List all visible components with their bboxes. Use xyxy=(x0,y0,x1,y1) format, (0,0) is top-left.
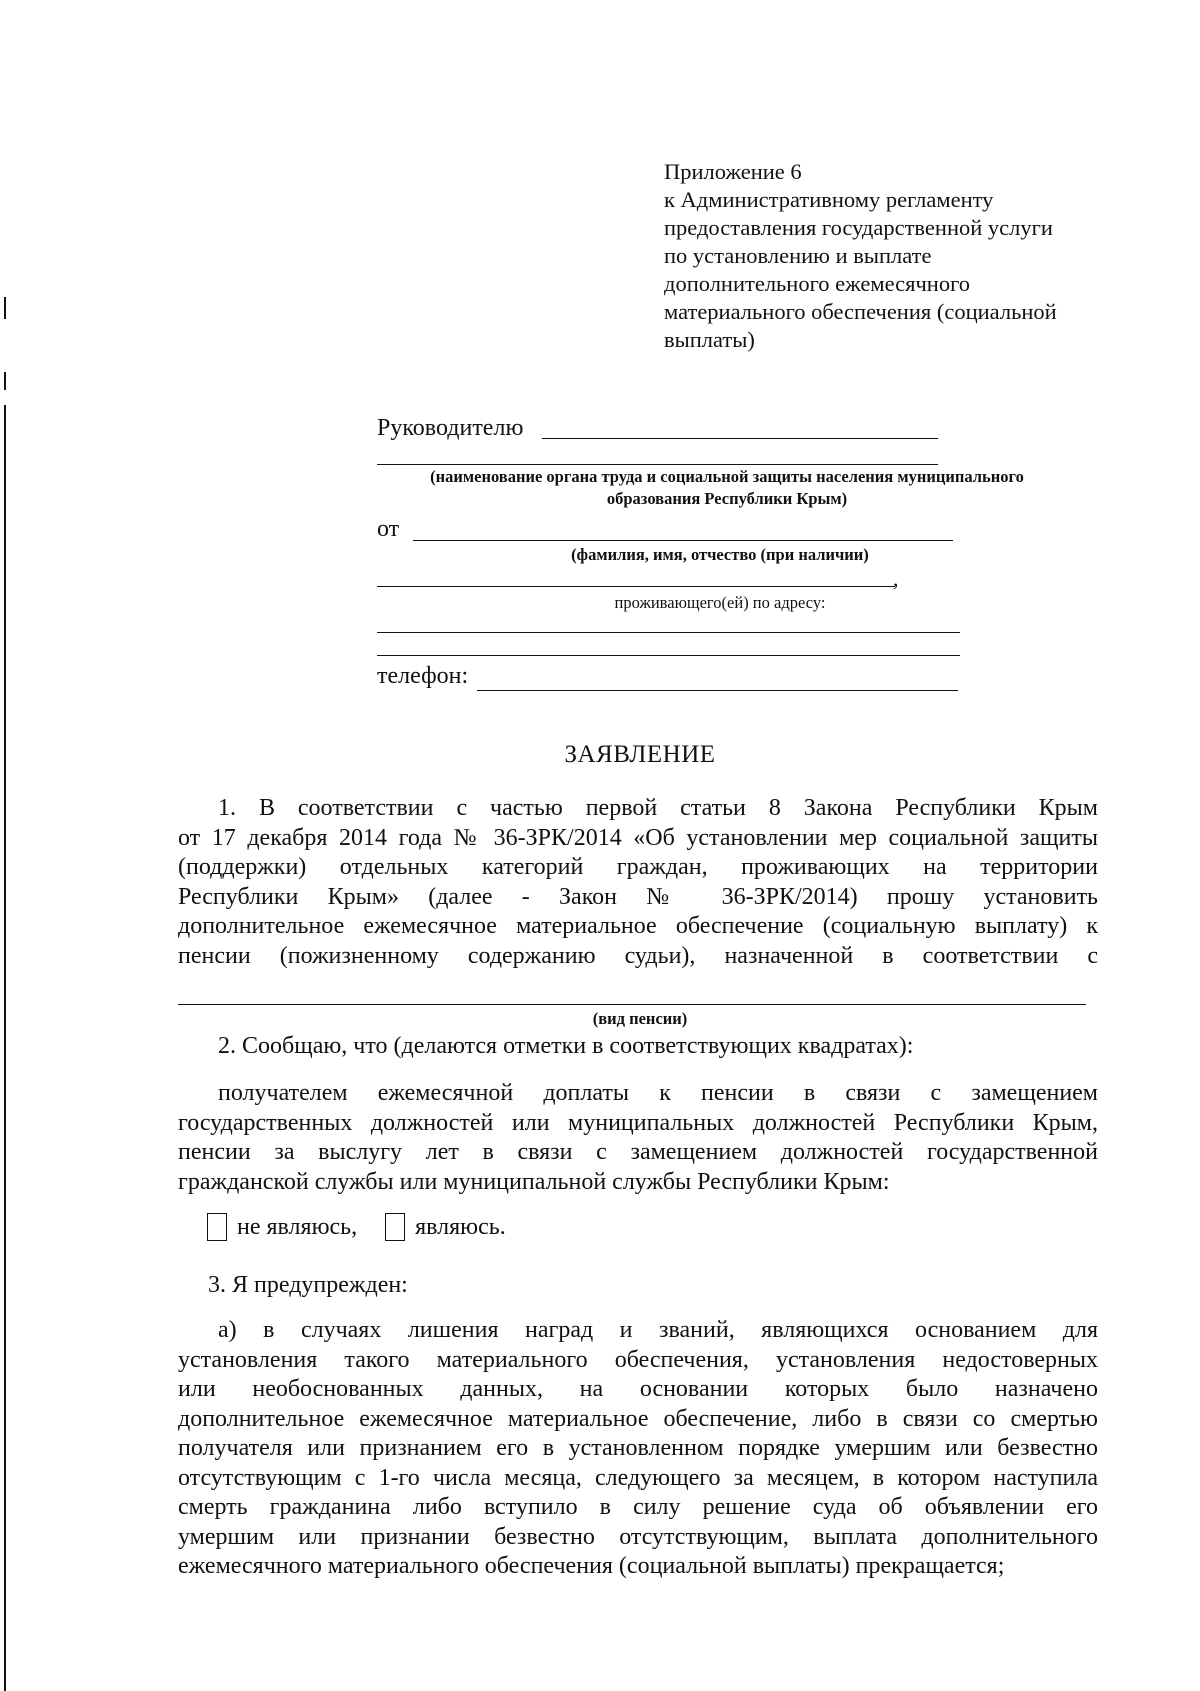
organ-caption: (наименование органа труда и социальной защиты населения муниципального образования Республики Крым) xyxy=(430,467,1024,508)
fio-continuation-line[interactable] xyxy=(377,586,895,587)
address-field-line-2[interactable] xyxy=(377,655,960,656)
is-recipient-checkbox[interactable] xyxy=(385,1213,405,1241)
section-3-line: отсутствующим с 1-го числа месяца, следующего за месяцем, в котором наступила xyxy=(178,1464,1098,1491)
annex-line: Приложение 6 xyxy=(664,159,802,184)
section-3-line: получателя или признанием его в установленном порядке умершим или безвестно xyxy=(178,1435,1098,1461)
section-1-line: от 17 декабря 2014 года № 36-ЗРК/2014 «Об установлении мер социальной защиты xyxy=(178,824,1098,851)
pension-type-field-line[interactable] xyxy=(178,1004,1086,1005)
section-2-intro-line: 2. Сообщаю, что (делаются отметки в соответствующих квадратах): xyxy=(218,1033,914,1059)
phone-field-line[interactable] xyxy=(477,690,958,691)
address-caption: проживающего(ей) по адресу: xyxy=(614,593,826,612)
document-title: ЗАЯВЛЕНИЕ xyxy=(564,741,716,768)
section-3-intro-line: 3. Я предупрежден: xyxy=(208,1272,408,1298)
annex-line: материального обеспечения (социальной xyxy=(664,299,1057,324)
scan-edge-mark xyxy=(4,372,6,390)
scan-edge-mark xyxy=(4,405,6,1691)
address-field-line-1[interactable] xyxy=(377,632,960,633)
section-1-line: (поддержки) отдельных категорий граждан, проживающих на территории xyxy=(178,854,1098,880)
addressee-field-line[interactable] xyxy=(542,438,938,439)
section-2-line: государственных должностей или муниципальных должностей Республики Крым, xyxy=(178,1109,1098,1136)
not-recipient-checkbox[interactable] xyxy=(207,1213,227,1241)
pension-type-caption: (вид пенсии) xyxy=(592,1009,688,1028)
not-recipient-label: не являюсь, xyxy=(237,1213,358,1240)
annex-line: выплаты) xyxy=(664,327,755,352)
annex-line: к Административному регламенту xyxy=(664,187,994,212)
organ-field-line[interactable] xyxy=(377,464,938,465)
status-options xyxy=(207,1213,534,1241)
is-recipient-label: являюсь. xyxy=(415,1213,506,1240)
section-3-paragraph xyxy=(178,1316,1098,1582)
fio-field-line[interactable] xyxy=(413,540,953,541)
scan-edge-mark xyxy=(4,297,6,319)
annex-line: по установлению и выплате xyxy=(664,243,932,268)
section-3-intro xyxy=(178,1271,1098,1301)
section-3-line: установления такого материального обеспечения, установления недостоверных xyxy=(178,1346,1098,1373)
annex-line: предоставления государственной услуги xyxy=(664,215,1053,240)
section-1-line: дополнительное ежемесячное материальное обеспечение (социальную выплату) к xyxy=(178,913,1098,939)
section-3-line: дополнительное ежемесячное материальное обеспечение, либо в связи со смертью xyxy=(178,1405,1098,1432)
from-label: от xyxy=(377,516,400,542)
section-2-line: получателем ежемесячной доплаты к пенсии в связи с замещением xyxy=(218,1080,1098,1106)
annex-header xyxy=(664,158,1104,354)
section-1-line: 1. В соответствии с частью первой статьи 8 Закона Республики Крым xyxy=(218,795,1098,821)
annex-line: дополнительного ежемесячного xyxy=(664,271,971,296)
fio-caption: (фамилия, имя, отчество (при наличии) xyxy=(571,545,869,564)
phone-label: телефон: xyxy=(377,663,469,689)
section-3-line: умершим или признании безвестно отсутствующим, выплата дополнительного xyxy=(178,1523,1098,1550)
section-1-line: Республики Крым» (далее - Закон № 36-ЗРК/2014) прошу установить xyxy=(178,883,1098,910)
section-2-line: пенсии за выслугу лет в связи с замещением должностей государственной xyxy=(178,1139,1098,1165)
section-2-paragraph xyxy=(178,1079,1098,1197)
section-3-line: ежемесячного материального обеспечения (социальной выплаты) прекращается; xyxy=(178,1553,1005,1579)
section-3-line: а) в случаях лишения наград и званий, являющихся основанием для xyxy=(218,1317,1098,1343)
section-2-line: гражданской службы или муниципальной службы Республики Крым: xyxy=(178,1168,890,1195)
comma-mark: , xyxy=(893,566,899,591)
section-3-line: или необоснованных данных, на основании которых было назначено xyxy=(178,1376,1098,1402)
addressee-label: Руководителю xyxy=(377,415,524,441)
section-1-paragraph xyxy=(178,794,1098,971)
section-1-line: пенсии (пожизненному содержанию судьи), назначенной в соответствии с xyxy=(178,942,1098,969)
section-2-intro xyxy=(178,1032,1098,1062)
section-3-line: смерть гражданина либо вступило в силу решение суда об объявлении его xyxy=(178,1494,1098,1520)
